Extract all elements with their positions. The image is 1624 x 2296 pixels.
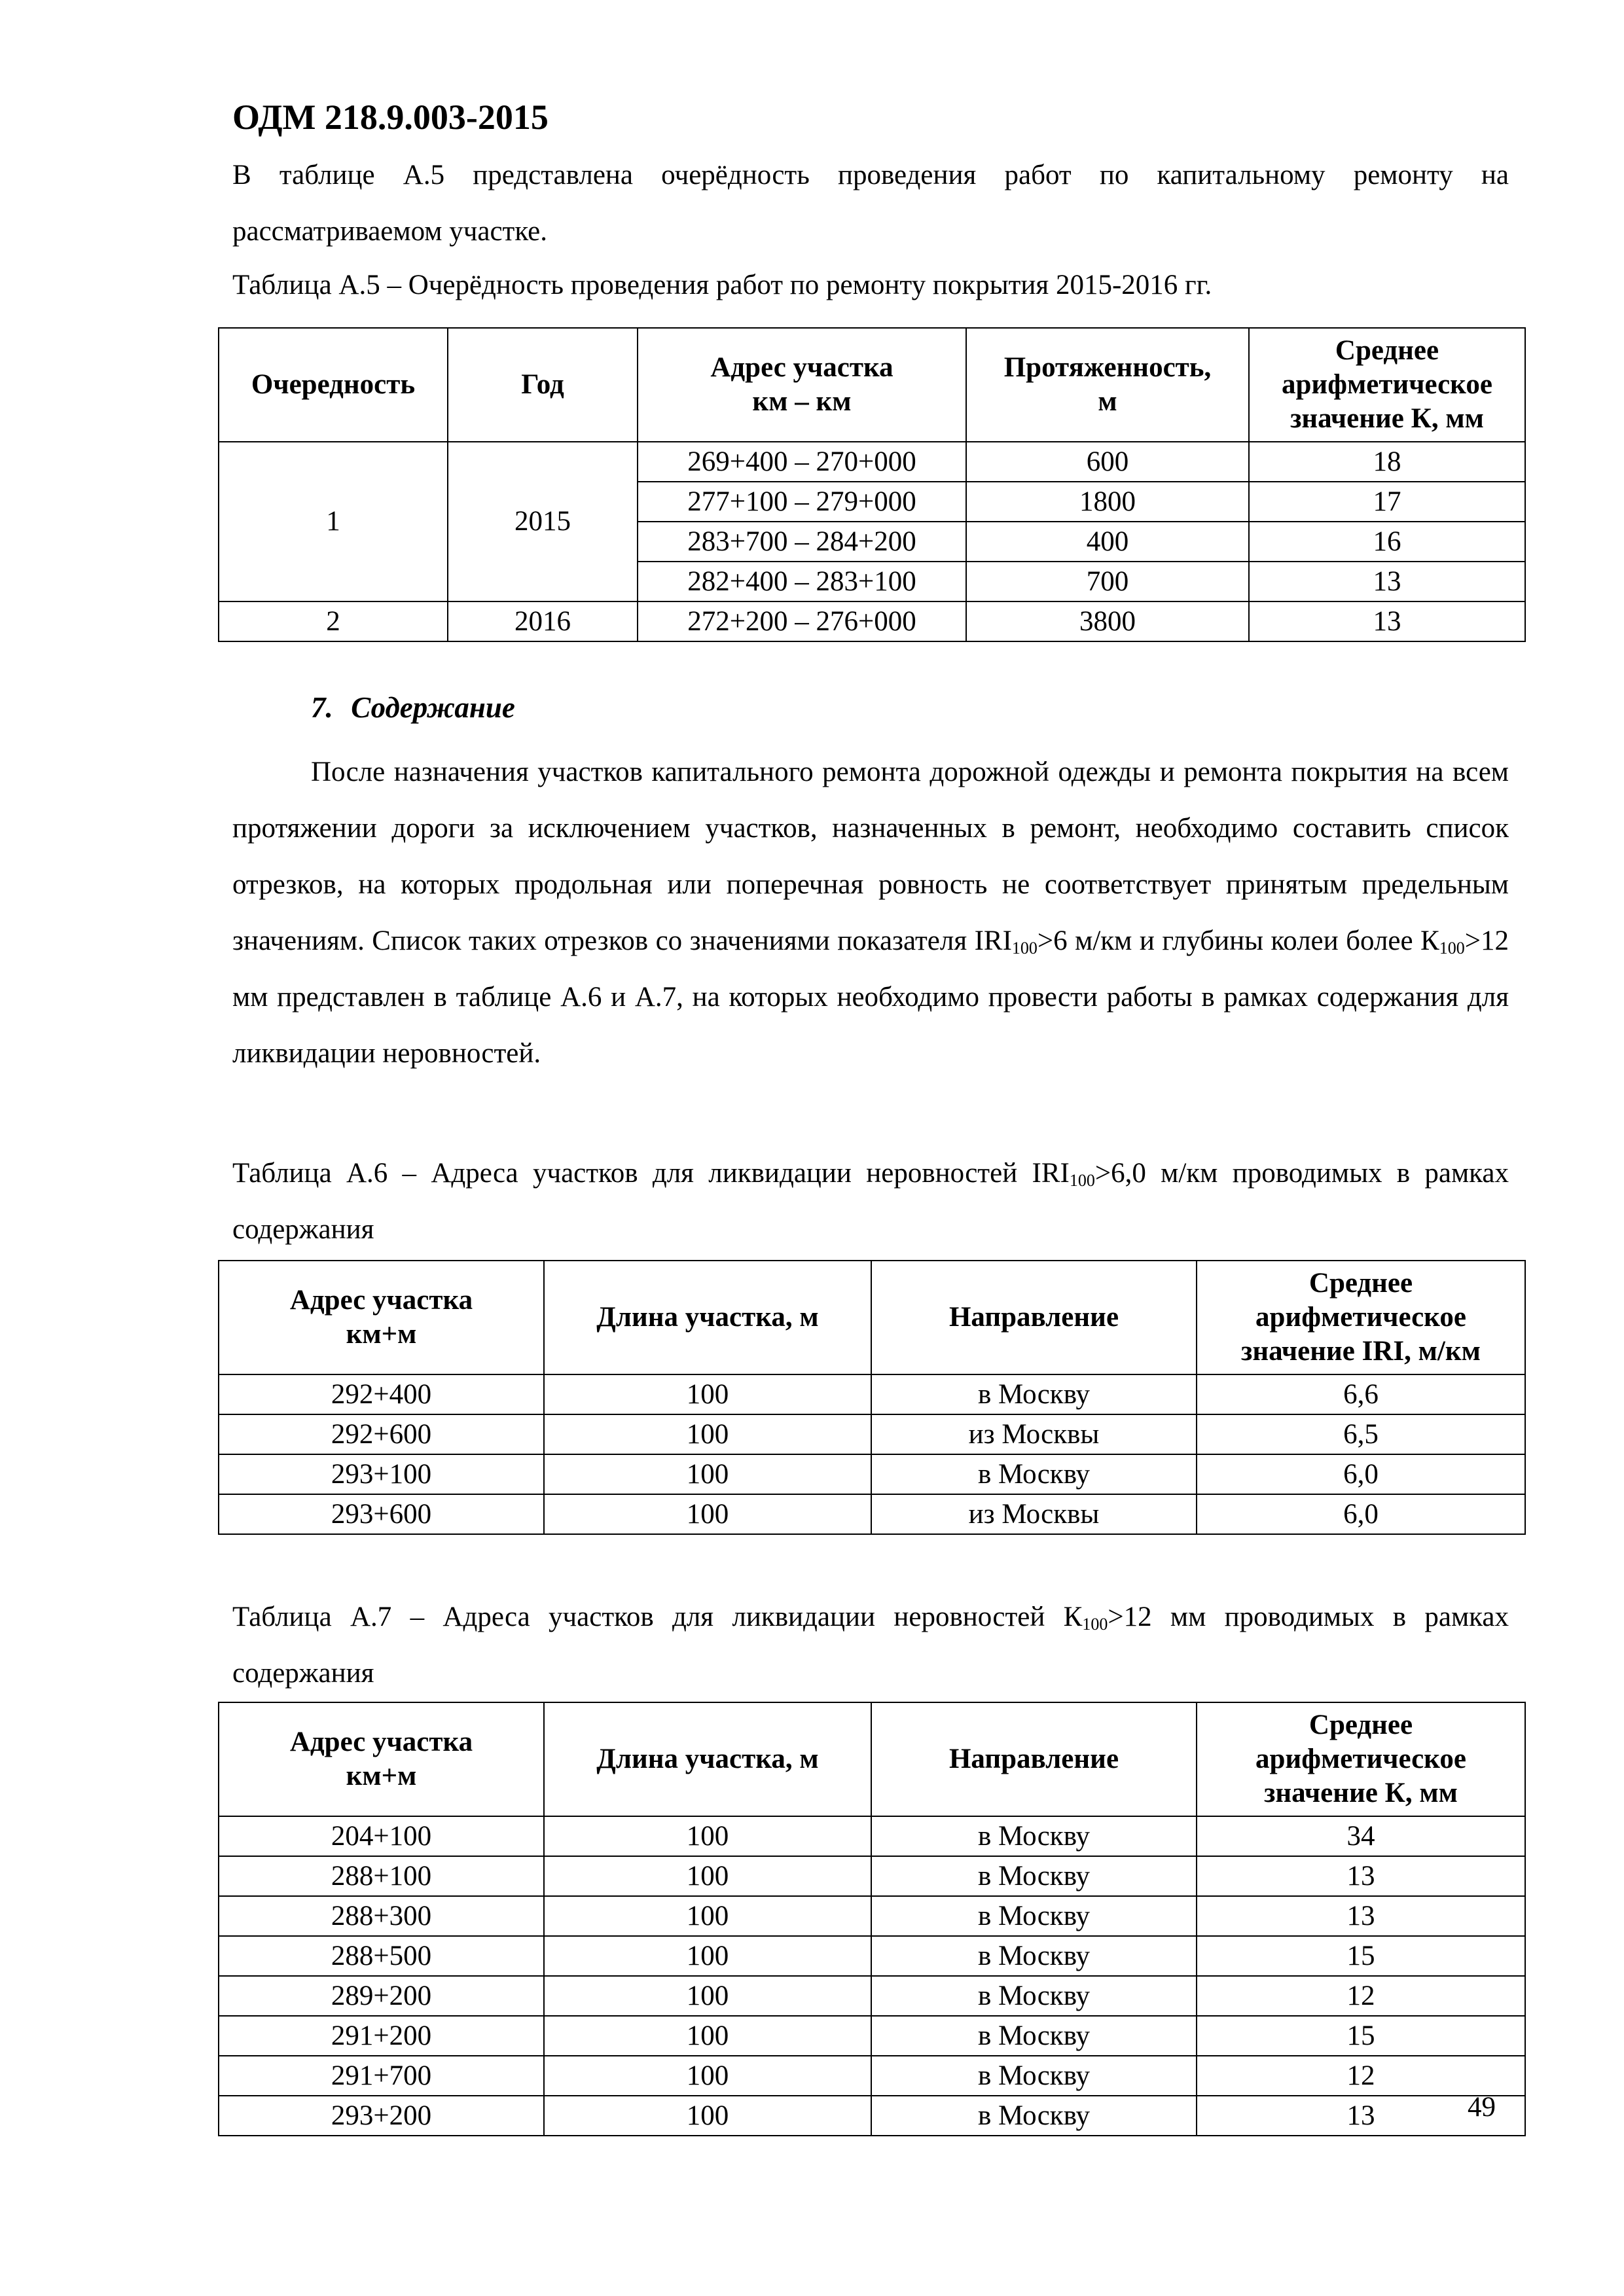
address-cell: 292+600 — [219, 1414, 544, 1454]
table-header-row — [219, 1702, 1525, 1816]
length-cell: 100 — [544, 2096, 871, 2136]
header-length: Протяженность, м — [966, 328, 1249, 442]
table-header-row — [219, 1261, 1525, 1374]
direction-cell: в Москву — [871, 1816, 1197, 1856]
header-average-rut: Среднее арифметическое значение К, мм — [1197, 1702, 1525, 1816]
table-a7 — [218, 1702, 1526, 2136]
length-cell: 400 — [966, 522, 1249, 562]
header-address: Адрес участка км+м — [219, 1261, 544, 1374]
section-number: 7. — [311, 691, 333, 724]
document-code: ОДМ 218.9.003-2015 — [232, 98, 549, 137]
table-row — [219, 1494, 1525, 1534]
table-a7-caption: Таблица А.7 – Адреса участков для ликвидации неровностей $К_{100}>12$ мм проводимых в рамках содержания — [232, 1602, 1509, 1689]
table-row — [219, 1936, 1525, 1976]
page-number: 49 — [1468, 2092, 1496, 2123]
value-cell: 13 — [1197, 1896, 1525, 1936]
table-row — [219, 1816, 1525, 1856]
address-cell: 272+200 – 276+000 — [638, 601, 966, 641]
length-cell: 100 — [544, 1414, 871, 1454]
length-cell: 100 — [544, 1816, 871, 1856]
intro-paragraph: В таблице А.5 представлена очерёдность проведения работ по капитальному ремонту на рассматриваемом участке. — [232, 160, 1509, 247]
direction-cell: в Москву — [871, 2016, 1197, 2056]
table-row — [219, 442, 1525, 482]
address-cell: 277+100 – 279+000 — [638, 482, 966, 522]
length-cell: 100 — [544, 2056, 871, 2096]
length-cell: 100 — [544, 1856, 871, 1896]
length-cell: 100 — [544, 1454, 871, 1494]
value-cell: 13 — [1197, 1856, 1525, 1896]
length-cell: 100 — [544, 1896, 871, 1936]
value-cell: 16 — [1249, 522, 1525, 562]
address-cell: 293+600 — [219, 1494, 544, 1534]
direction-cell: в Москву — [871, 1856, 1197, 1896]
length-cell: 100 — [544, 1494, 871, 1534]
value-cell: 17 — [1249, 482, 1525, 522]
header-direction: Направление — [871, 1702, 1197, 1816]
direction-cell: в Москву — [871, 2056, 1197, 2096]
direction-cell: из Москвы — [871, 1414, 1197, 1454]
address-cell: 289+200 — [219, 1976, 544, 2016]
length-cell: 1800 — [966, 482, 1249, 522]
table-a6-caption: Таблица А.6 – Адреса участков для ликвидации неровностей $IRI_{100}>6,0$ м/км проводимых в рамках содержания — [232, 1158, 1509, 1245]
value-cell: 6,0 — [1197, 1454, 1525, 1494]
direction-cell: из Москвы — [871, 1494, 1197, 1534]
address-cell: 204+100 — [219, 1816, 544, 1856]
address-cell: 282+400 – 283+100 — [638, 562, 966, 601]
header-direction: Направление — [871, 1261, 1197, 1374]
value-cell: 15 — [1197, 1936, 1525, 1976]
table-row — [219, 1856, 1525, 1896]
direction-cell: в Москву — [871, 1896, 1197, 1936]
section-title: Содержание — [351, 691, 515, 724]
address-cell: 288+100 — [219, 1856, 544, 1896]
length-cell: 600 — [966, 442, 1249, 482]
table-a6 — [218, 1260, 1526, 1535]
table-row — [219, 601, 1525, 641]
section-heading — [311, 691, 515, 725]
address-cell: 288+500 — [219, 1936, 544, 1976]
address-cell: 283+700 – 284+200 — [638, 522, 966, 562]
order-cell: 1 — [219, 442, 448, 601]
year-cell: 2015 — [448, 442, 638, 601]
header-average-iri: Среднее арифметическое значение IRI, м/км — [1197, 1261, 1525, 1374]
length-cell: 100 — [544, 1936, 871, 1976]
header-address: Адрес участка км+м — [219, 1702, 544, 1816]
value-cell: 6,5 — [1197, 1414, 1525, 1454]
header-length: Длина участка, м — [544, 1702, 871, 1816]
direction-cell: в Москву — [871, 1936, 1197, 1976]
value-cell: 6,6 — [1197, 1374, 1525, 1414]
value-cell: 34 — [1197, 1816, 1525, 1856]
year-cell: 2016 — [448, 601, 638, 641]
table-row — [219, 1454, 1525, 1494]
direction-cell: в Москву — [871, 1454, 1197, 1494]
value-cell: 15 — [1197, 2016, 1525, 2056]
address-cell: 293+100 — [219, 1454, 544, 1494]
table-a5-caption: Таблица А.5 – Очерёдность проведения работ по ремонту покрытия 2015-2016 гг. — [232, 270, 1212, 300]
direction-cell: в Москву — [871, 1374, 1197, 1414]
header-order: Очередность — [219, 328, 448, 442]
header-year: Год — [448, 328, 638, 442]
section-paragraph: После назначения участков капитального ремонта дорожной одежды и ремонта покрытия на всем протяжении дороги за исключением участков, назначенных в ремонт, необходимо составить список отрезков, на которых продольная или поперечная ровность не соответствует принятым предельным значениям. Список таких отрезков со значениями показателя $IRI_{100}>6$ м/км и глубины колеи более $К_{100}>12$ мм представлен в таблице А.6 и А.7, на которых необходимо провести работы в рамках содержания для ликвидации неровностей. — [232, 757, 1509, 1069]
table-row — [219, 2016, 1525, 2056]
header-length: Длина участка, м — [544, 1261, 871, 1374]
direction-cell: в Москву — [871, 1976, 1197, 2016]
value-cell: 6,0 — [1197, 1494, 1525, 1534]
length-cell: 100 — [544, 2016, 871, 2056]
table-row — [219, 1896, 1525, 1936]
table-header-row — [219, 328, 1525, 442]
address-cell: 269+400 – 270+000 — [638, 442, 966, 482]
value-cell: 12 — [1197, 1976, 1525, 2016]
value-cell: 13 — [1249, 562, 1525, 601]
value-cell: 12 — [1197, 2056, 1525, 2096]
length-cell: 3800 — [966, 601, 1249, 641]
table-row — [219, 2096, 1525, 2136]
direction-cell: в Москву — [871, 2096, 1197, 2136]
value-cell: 18 — [1249, 442, 1525, 482]
length-cell: 100 — [544, 1374, 871, 1414]
value-cell: 13 — [1197, 2096, 1525, 2136]
order-cell: 2 — [219, 601, 448, 641]
table-row — [219, 1976, 1525, 2016]
header-address: Адрес участка км – км — [638, 328, 966, 442]
table-row — [219, 1414, 1525, 1454]
table-row — [219, 1374, 1525, 1414]
length-cell: 700 — [966, 562, 1249, 601]
header-average-rut: Среднее арифметическое значение К, мм — [1249, 328, 1525, 442]
address-cell: 288+300 — [219, 1896, 544, 1936]
address-cell: 291+200 — [219, 2016, 544, 2056]
address-cell: 291+700 — [219, 2056, 544, 2096]
value-cell: 13 — [1249, 601, 1525, 641]
table-a5 — [218, 327, 1526, 642]
address-cell: 293+200 — [219, 2096, 544, 2136]
table-row — [219, 2056, 1525, 2096]
length-cell: 100 — [544, 1976, 871, 2016]
address-cell: 292+400 — [219, 1374, 544, 1414]
